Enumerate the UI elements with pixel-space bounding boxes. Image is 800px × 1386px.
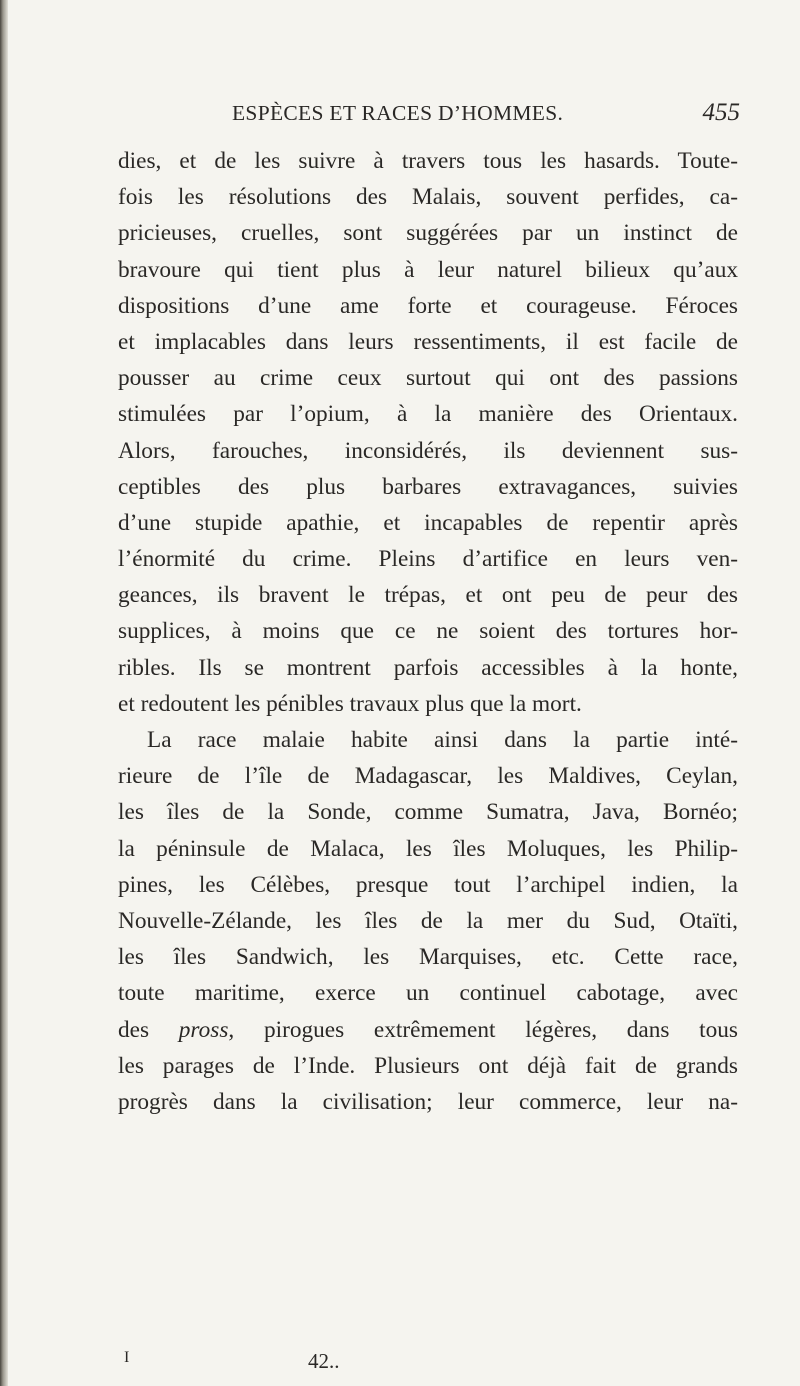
text-line: ceptibles des plus barbares extravagances, suivies [118,473,738,500]
text-line: rieure de l’île de Madagascar, les Maldives, Ceylan, [118,763,738,790]
text-line: La race malaie habite ainsi dans la partie inté- [147,727,738,753]
page-footer [118,1349,418,1379]
text-line: fois les résolutions des Malais, souvent perfides, ca- [118,184,738,211]
text-line: les parages de l’Inde. Plusieurs ont déjà fait de grands [118,1052,738,1079]
text-line: geances, ils bravent le trépas, et ont peu de peur des [118,582,738,609]
text-line: stimulées par l’opium, à la manière des Orientaux. [118,401,738,428]
page-binding-edge [0,0,8,1386]
text-line: et redoutent les pénibles travaux plus que la mort. [118,690,582,717]
text-line: pousser au crime ceux surtout qui ont des passions [118,365,738,392]
italic-term: pross [178,1016,229,1043]
text-line: les îles Sandwich, les Marquises, etc. Cette race, [118,944,738,971]
text-line: ribles. Ils se montrent parfois accessibles à la honte, [118,654,738,681]
text-line: pines, les Célèbes, presque tout l’archipel indien, la [118,871,738,898]
text-line: d’une stupide apathie, et incapables de repentir après [118,509,738,536]
text-line: toute maritime, exerce un continuel cabotage, avec [118,980,738,1007]
text-line: dies, et de les suivre à travers tous les hasards. Toute- [118,148,738,174]
text-line: l’énormité du crime. Pleins d’artifice en leurs ven- [118,546,738,573]
text-line [118,1012,738,1048]
body-text [118,143,738,1120]
text-line: dispositions d’une ame forte et courageuse. Féroces [118,292,738,319]
text-line: Alors, farouches, inconsidérés, ils deviennent sus- [118,437,738,464]
text-line: progrès dans la civilisation; leur commerce, leur na- [118,1088,738,1115]
text-line: bravoure qui tient plus à leur naturel bilieux qu’aux [118,256,738,283]
sheet-signature: 42.. [308,1349,340,1373]
volume-signature: I [124,1349,130,1366]
text-line: supplices, à moins que ce ne soient des tortures hor- [118,618,738,645]
page-header [232,101,740,135]
text-line: Nouvelle-Zélande, les îles de la mer du Sud, Otaïti, [118,907,738,934]
text-line: la péninsule de Malaca, les îles Moluques, les Philip- [118,835,738,862]
page-number: 455 [702,99,740,126]
text-line: pricieuses, cruelles, sont suggérées par un instinct de [118,220,738,247]
running-head: ESPÈCES ET RACES D’HOMMES. [232,101,564,125]
text-line: et implacables dans leurs ressentiments, il est facile de [118,328,738,355]
text-segment: des [118,1016,179,1043]
text-line: les îles de la Sonde, comme Sumatra, Java, Bornéo; [118,799,738,826]
text-segment: , pirogues extrêmement légères, dans tous [228,1016,738,1043]
